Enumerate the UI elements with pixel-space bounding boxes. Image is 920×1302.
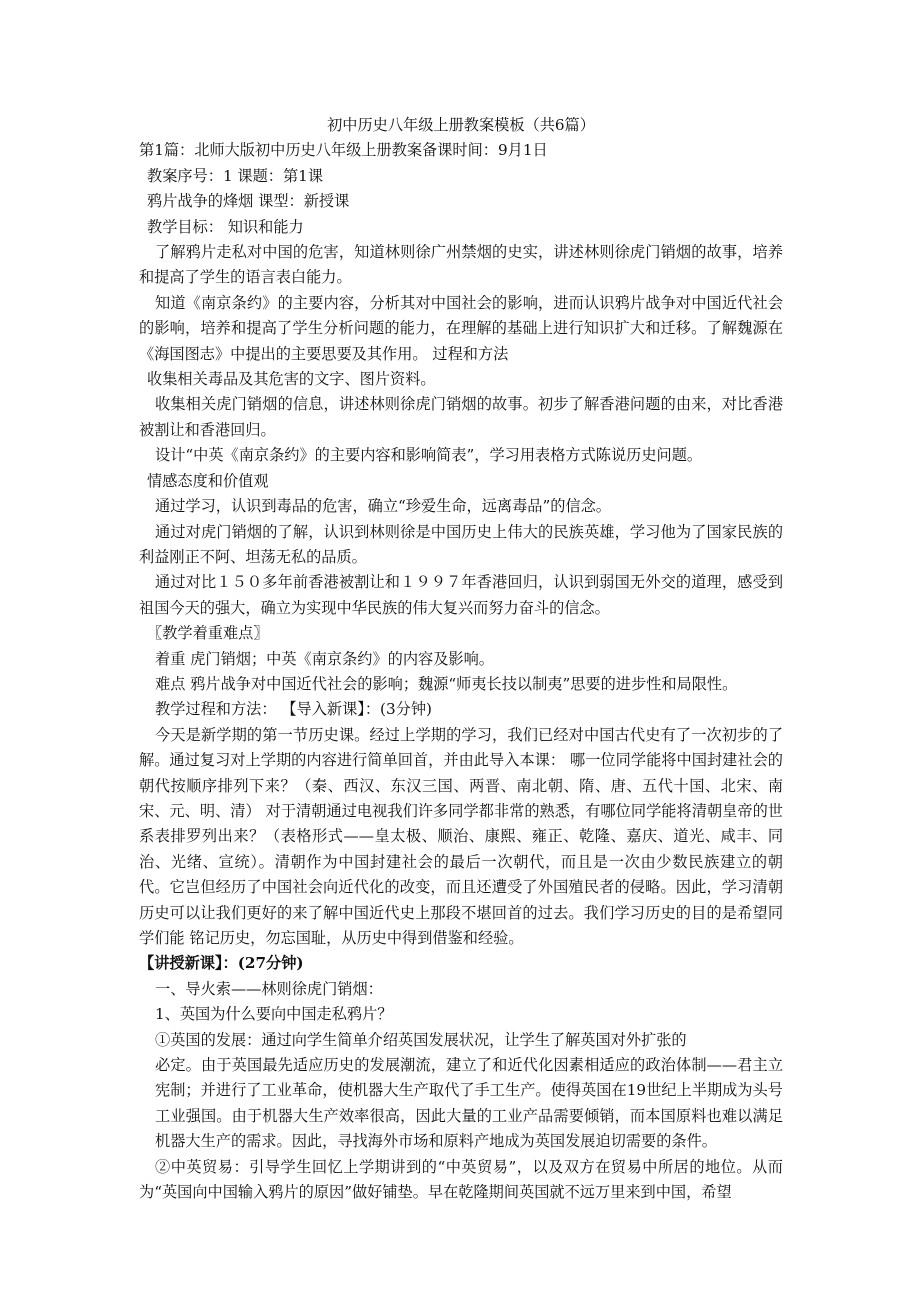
- section-heading: 第1篇：北师大版初中历史八年级上册教案备课时间：9月1日: [139, 141, 548, 160]
- paragraph: 收集相关虎门销烟的信息，讲述林则徐虎门销烟的故事。初步了解香港问题的由来，对比香港被割让和香港回归。: [139, 395, 783, 439]
- paragraph: 收集相关毒品及其危害的文字、图片资料。: [147, 370, 436, 389]
- paragraph: 知道《南京条约》的主要内容，分析其对中国社会的影响，进而认识鸦片战争对中国近代社会的影响，培养和提高了学生分析问题的能力，在理解的基础上进行知识扩大和迁移。了解魏源在《海国图志》中提出的主要思要及其作用。 过程和方法: [139, 293, 783, 363]
- paragraph: 必定。由于英国最先适应历史的发展潮流，建立了和近代化因素相适应的政治体制——君主立宪制；并进行了工业革命，使机器大生产取代了手工生产。使得英国在19世纪上半期成为头号工业强国。由于机器大生产效率很高，因此大量的工业产品需要倾销，而本国原料也难以满足机器大生产的需求。因此，寻找海外市场和原料产地成为英国发展迫切需要的条件。: [155, 1056, 783, 1151]
- paragraph: 通过对比１５０多年前香港被割让和１９９７年香港回归，认识到弱国无外交的道理，感受到祖国今天的强大，确立为实现中华民族的伟大复兴而努力奋斗的信念。: [139, 573, 783, 617]
- paragraph: 难点 鸦片战争对中国近代社会的影响；魏源“师夷长技以制夷”思要的进步性和局限性。: [155, 674, 738, 693]
- paragraph: 1、英国为什么要向中国走私鸦片？: [155, 1005, 393, 1024]
- subheading: 情感态度和价值观: [147, 471, 269, 490]
- paragraph: 通过对虎门销烟的了解，认识到林则徐是中国历史上伟大的民族英雄，学习他为了国家民族的利益刚正不阿、坦荡无私的品质。: [139, 522, 783, 566]
- paragraph: 通过学习，认识到毒品的危害，确立“珍爱生命，远离毒品”的信念。: [155, 497, 611, 516]
- document-title: 初中历史八年级上册教案模板（共6篇）: [327, 116, 595, 134]
- paragraph: ②中英贸易：引导学生回忆上学期讲到的“中英贸易”，以及双方在贸易中所居的地位。从而为“英国向中国输入鸦片的原因”做好铺垫。早在乾隆期间英国就不远万里来到中国，希望: [139, 1157, 783, 1202]
- paragraph: 一、导火索——林则徐虎门销烟：: [155, 979, 383, 998]
- paragraph: 着重 虎门销烟；中英《南京条约》的内容及影响。: [155, 649, 494, 668]
- lesson-number: 教案序号：1 课题：第1课: [147, 166, 324, 185]
- lesson-type: 鸦片战争的烽烟 课型：新授课: [147, 192, 350, 211]
- paragraph: 今天是新学期的第一节历史课。经过上学期的学习，我们已经对中国古代史有了一次初步的了解。通过复习对上学期的内容进行简单回首，并由此导入本课： 哪一位同学能将中国封建社会的朝代按顺序排列下来？（秦、西汉、东汉三国、两晋、南北朝、隋、唐、五代十国、北宋、南宋、元、明、清） 对于清朝通过电视我们许多同学都非常的熟悉，有哪位同学能将清朝皇帝的世系表排罗列出来？（表格形式——皇太极、顺治、康熙、雍正、乾隆、嘉庆、道光、咸丰、同治、光绪、宣统）。清朝作为中国封建社会的最后一次朝代，而且是一次由少数民族建立的朝代。它岂但经历了中国社会向近代化的改变，而且还遭受了外国殖民者的侵略。因此，学习清朝历史可以让我们更好的来了解中国近代史上那段不堪回首的过去。我们学习历史的目的是希望同学们能 铭记历史，勿忘国耻，从历史中得到借鉴和经验。: [139, 725, 783, 947]
- paragraph: 了解鸦片走私对中国的危害，知道林则徐广州禁烟的史实，讲述林则徐虎门销烟的故事，培养和提高了学生的语言表白能力。: [139, 243, 783, 287]
- paragraph: 设计“中英《南京条约》的主要内容和影响简表”，学习用表格方式陈说历史问题。: [155, 446, 703, 465]
- subheading: 〖教学着重难点〗: [147, 624, 269, 643]
- paragraph: ①英国的发展：通过向学生简单介绍英国发展状况，让学生了解英国对外扩张的: [155, 1030, 687, 1049]
- document-body: [139, 113, 783, 1205]
- section-heading: 【讲授新课】：(27分钟): [139, 954, 304, 973]
- paragraph: 教学过程和方法： 【导入新课】：(3分钟): [155, 700, 432, 719]
- teaching-goals: 教学目标： 知识和能力: [147, 217, 304, 236]
